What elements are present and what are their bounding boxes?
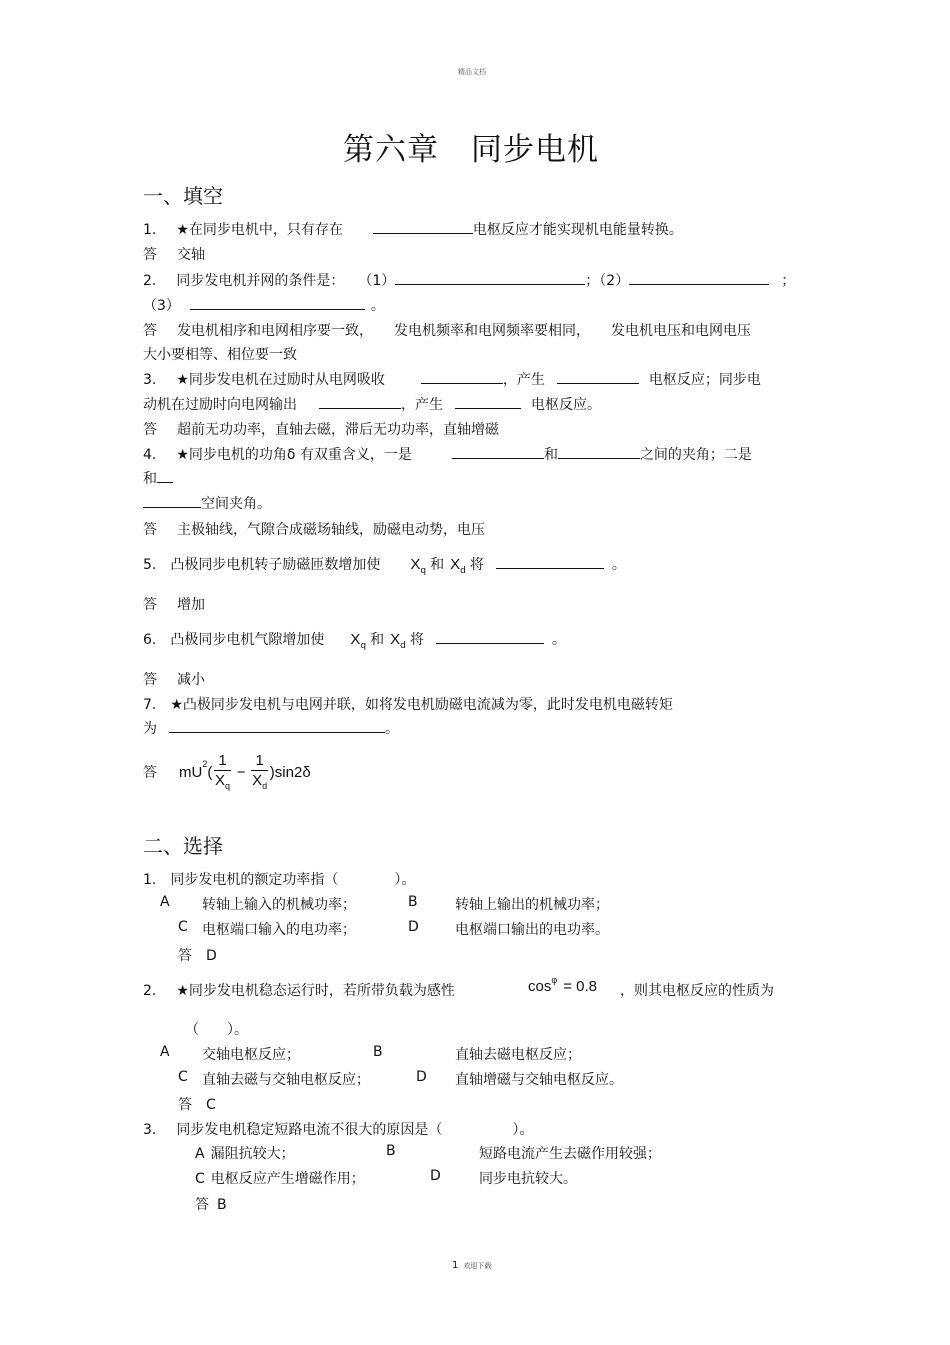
option-c-text: 直轴去磁与交轴电枢反应； <box>202 1072 370 1088</box>
option-b: B <box>386 1143 396 1159</box>
question-text: ★凸极同步发电机与电网并联，如将发电机励磁电流减为零，此时发电机电磁转矩 <box>170 697 673 713</box>
subscript-d: d <box>460 566 466 576</box>
answer-label: 答 <box>143 765 157 781</box>
fill-q4-line3 <box>143 493 271 513</box>
question-number: 5. <box>143 557 157 573</box>
fill-q2-line2 <box>143 295 385 315</box>
answer-paren: （ ）。 <box>185 1022 248 1038</box>
answer-blank <box>157 468 173 483</box>
answer-text: B <box>217 1197 227 1213</box>
option-b-text: 直轴去磁电枢反应； <box>455 1047 581 1063</box>
answer-text: D <box>206 948 217 964</box>
question-text: 凸极同步电机气隙增加使 <box>170 632 325 648</box>
minus-sign: − <box>236 763 246 781</box>
question-number: 7. <box>143 697 157 713</box>
numerator: 1 <box>214 752 230 771</box>
question-number: 1. <box>143 872 157 888</box>
text: 将 <box>469 557 484 573</box>
answer-label: 答 <box>143 522 157 538</box>
fill-q4-answer <box>143 519 485 539</box>
formula-rparen-sin: )sin2 <box>269 763 303 781</box>
option-d-text: 电枢端口输出的电功率。 <box>455 922 609 938</box>
answer-blank <box>629 270 769 285</box>
option-letter: C <box>195 1171 205 1187</box>
text: 和 <box>430 557 445 573</box>
period: 。 <box>370 298 385 314</box>
semicolon: ； <box>781 273 796 289</box>
answer-text: C <box>206 1097 216 1113</box>
option-d: D <box>430 1168 441 1184</box>
option-a: A <box>160 1044 170 1060</box>
denominator <box>215 771 230 792</box>
condition-2-label: ；（2） <box>585 273 630 289</box>
answer-label: 答 <box>178 1097 192 1113</box>
period: 。 <box>611 557 626 573</box>
text: 电枢反应；同步电 <box>648 372 761 388</box>
question-text: 同步发电机稳定短路电流不很大的原因是（ ）。 <box>176 1122 534 1138</box>
answer-label: 答 <box>143 422 157 438</box>
text: 和 <box>543 447 558 463</box>
formula-exponent: 2 <box>202 759 208 769</box>
fraction-1-over-xd <box>251 752 267 792</box>
formula-lparen: ( <box>207 763 213 781</box>
fill-q2 <box>143 270 795 290</box>
text: 和 <box>370 632 385 648</box>
question-text-end: 电枢反应才能实现机电能量转换。 <box>472 222 683 238</box>
fill-q4 <box>143 444 752 464</box>
delta-symbol: δ <box>302 763 311 781</box>
choice-q1 <box>143 869 415 889</box>
condition-1-label: （1） <box>358 273 396 289</box>
option-b-text: 转轴上输出的机械功率； <box>455 897 609 913</box>
option-d-text: 同步电抗较大。 <box>479 1171 577 1187</box>
question-text: ★同步电机的功角δ 有双重含义，一是 <box>176 447 412 463</box>
answer-blank <box>452 444 544 459</box>
cos-phi-expression <box>528 975 597 995</box>
question-text: 同步发电机并网的条件是： <box>176 273 345 289</box>
page-number: 1 <box>452 1260 459 1271</box>
xq-symbol: X <box>410 556 421 573</box>
fill-q7-line2 <box>143 718 399 738</box>
fill-q6 <box>143 629 566 649</box>
option-d-text: 直轴增磁与交轴电枢反应。 <box>455 1072 623 1088</box>
fraction-1-over-xq <box>214 752 230 792</box>
answer-label: 答 <box>143 323 157 339</box>
fill-q7 <box>143 694 673 714</box>
question-number: 6. <box>143 632 157 648</box>
answer-blank <box>169 718 385 733</box>
choice-q3-answer <box>195 1194 227 1214</box>
option-d: D <box>416 1069 427 1085</box>
subscript-q: q <box>225 781 231 791</box>
denominator <box>252 771 267 792</box>
fill-q2-answer-line2: 大小要相等、相位要一致 <box>143 347 297 363</box>
choice-q3 <box>143 1119 533 1139</box>
question-text: ★在同步电机中，只有存在 <box>176 222 343 238</box>
text: 电枢反应。 <box>531 397 601 413</box>
choice-q1-answer <box>178 945 217 965</box>
footer-text: 欢迎下载 <box>463 1262 492 1270</box>
text: 将 <box>409 632 424 648</box>
option-b-text: 短路电流产生去磁作用较强； <box>479 1146 661 1162</box>
fill-q3 <box>143 369 761 389</box>
answer-blank <box>395 270 585 285</box>
condition-3-label: （3） <box>143 298 180 314</box>
subscript-d: d <box>262 781 268 791</box>
question-text: 同步发电机的额定功率指（ ）。 <box>170 872 416 888</box>
answer-blank <box>319 394 401 409</box>
answer-text: 增加 <box>177 597 205 613</box>
fill-q7-answer <box>143 752 311 792</box>
question-number: 2. <box>143 273 157 289</box>
answer-label: 答 <box>195 1197 209 1213</box>
answer-blank <box>455 394 521 409</box>
x-symbol: X <box>215 772 226 789</box>
option-b: B <box>373 1044 383 1060</box>
text: 和 <box>143 471 157 487</box>
question-text: ★同步发电机稳态运行时，若所带负载为感性 <box>176 983 455 999</box>
option-a-text: 漏阻抗较大； <box>210 1146 295 1162</box>
text: ，产生 <box>502 372 545 388</box>
question-number: 3. <box>143 372 157 388</box>
question-text: 凸极同步电机转子励磁匝数增加使 <box>170 557 381 573</box>
subscript-q: q <box>420 566 427 576</box>
answer-label: 答 <box>143 247 157 263</box>
answer-blank <box>436 629 544 644</box>
fill-q5-answer <box>143 594 205 614</box>
formula-mU: mU <box>179 763 203 781</box>
answer-text: 主极轴线，气隙合成磁场轴线，励磁电动势，电压 <box>177 522 485 538</box>
choice-q2-answer <box>178 1094 216 1114</box>
question-number: 3. <box>143 1122 157 1138</box>
period: 。 <box>551 632 566 648</box>
answer-text: 发电机相序和电网相序要一致， 发电机频率和电网频率要相同， 发电机电压和电网电压 <box>177 323 751 339</box>
choice-q2 <box>143 980 455 1000</box>
fill-q1-answer <box>143 244 205 264</box>
option-letter: A <box>160 894 170 910</box>
fill-q4-line2 <box>143 468 173 488</box>
xq-symbol: X <box>350 631 361 648</box>
formula <box>179 752 311 792</box>
page-header: 精品文档 <box>458 68 486 76</box>
fill-q5 <box>143 554 626 574</box>
option-letter: A <box>195 1146 205 1162</box>
fill-q2-answer <box>143 320 751 340</box>
text: 动机在过励时向电网输出 <box>143 397 297 413</box>
fill-q3-line2 <box>143 394 601 414</box>
answer-label: 答 <box>143 597 157 613</box>
text: ，产生 <box>401 397 443 413</box>
answer-blank <box>557 369 639 384</box>
answer-text: 交轴 <box>177 247 205 263</box>
fill-q6-answer <box>143 669 205 689</box>
cos-value: = 0.8 <box>563 978 597 995</box>
text: 为 <box>143 721 157 737</box>
fill-q3-answer <box>143 419 499 439</box>
option-c-text: 电枢反应产生增磁作用； <box>210 1171 365 1187</box>
option-a-text: 交轴电枢反应； <box>202 1047 300 1063</box>
option-c-text: 电枢端口输入的电功率； <box>202 922 356 938</box>
xd-symbol: X <box>450 556 461 573</box>
answer-blank <box>496 554 604 569</box>
numerator: 1 <box>251 752 267 771</box>
option-c <box>195 1168 365 1188</box>
option-b: B <box>408 894 418 910</box>
question-number: 2. <box>143 983 157 999</box>
text: 空间夹角。 <box>201 496 271 512</box>
question-number: 1. <box>143 222 157 238</box>
answer-text: 减小 <box>177 672 205 688</box>
option-c: C <box>178 1069 188 1085</box>
subscript-d: d <box>400 641 406 651</box>
answer-blank <box>143 493 201 508</box>
x-symbol: X <box>252 772 263 789</box>
section-fill-in: 一、填空 <box>143 184 223 208</box>
cos-text: cos <box>528 978 552 995</box>
option-c: C <box>178 919 188 935</box>
fill-q1 <box>143 219 683 239</box>
xd-symbol: X <box>390 631 401 648</box>
answer-label: 答 <box>178 948 192 964</box>
answer-label: 答 <box>143 672 157 688</box>
page-footer <box>452 1260 491 1271</box>
chapter-title: 第六章 同步电机 <box>343 132 599 168</box>
question-number: 4. <box>143 447 157 463</box>
question-text-end: ，则其电枢反应的性质为 <box>620 983 774 999</box>
answer-blank <box>558 444 640 459</box>
answer-blank <box>190 295 365 310</box>
answer-blank <box>421 369 503 384</box>
text: 之间的夹角；二是 <box>639 447 752 463</box>
answer-text: 超前无功功率，直轴去磁，滞后无功功率，直轴增磁 <box>177 422 499 438</box>
section-choice: 二、选择 <box>143 834 223 858</box>
phi-symbol: φ <box>551 975 558 985</box>
option-a <box>195 1143 295 1163</box>
option-d: D <box>408 919 419 935</box>
option-a <box>160 894 170 910</box>
option-a-text: 转轴上输入的机械功率； <box>202 897 356 913</box>
question-text: ★同步发电机在过励时从电网吸收 <box>176 372 385 388</box>
answer-blank <box>373 219 473 234</box>
period: 。 <box>385 721 399 737</box>
subscript-q: q <box>360 641 367 651</box>
